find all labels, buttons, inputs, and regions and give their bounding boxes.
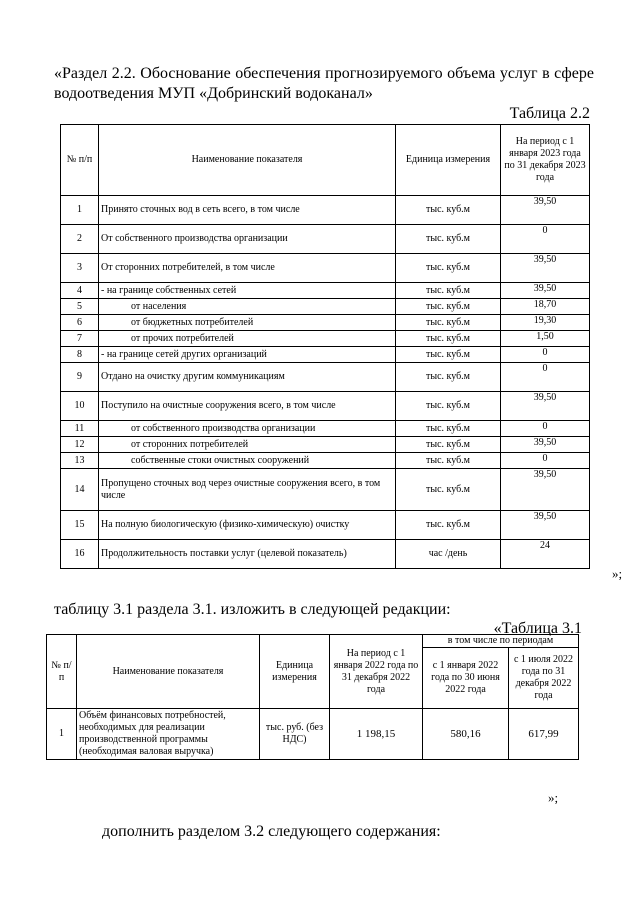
t1-row-value: 24	[501, 540, 590, 569]
t1-row-name: Пропущено сточных вод через очистные сооружения всего, в том числе	[99, 469, 396, 511]
t1-row-name: от бюджетных потребителей	[99, 315, 396, 331]
t1-header-name: Наименование показателя	[99, 125, 396, 196]
t2-row-unit: тыс. руб. (без НДС)	[260, 709, 330, 760]
t1-row-num: 3	[61, 254, 99, 283]
t1-row-num: 14	[61, 469, 99, 511]
t1-row-value: 0	[501, 363, 590, 392]
table1	[60, 124, 590, 569]
t1-row-unit: тыс. куб.м	[396, 331, 501, 347]
t1-row-num: 8	[61, 347, 99, 363]
t1-row-name: от собственного производства организации	[99, 421, 396, 437]
table1-row	[61, 511, 590, 540]
t1-row-unit: тыс. куб.м	[396, 392, 501, 421]
t1-row-unit: час /день	[396, 540, 501, 569]
table1-row	[61, 196, 590, 225]
t1-row-unit: тыс. куб.м	[396, 254, 501, 283]
t1-row-num: 9	[61, 363, 99, 392]
t1-row-num: 15	[61, 511, 99, 540]
t1-row-num: 10	[61, 392, 99, 421]
table2	[46, 634, 579, 760]
table1-row	[61, 315, 590, 331]
t1-row-value: 39,50	[501, 283, 590, 299]
t1-row-value: 0	[501, 453, 590, 469]
t2-header-group: в том числе по периодам	[423, 635, 579, 648]
t1-row-unit: тыс. куб.м	[396, 511, 501, 540]
t1-row-name: - на границе собственных сетей	[99, 283, 396, 299]
t1-row-unit: тыс. куб.м	[396, 196, 501, 225]
t1-row-value: 39,50	[501, 392, 590, 421]
table2-closing: »;	[548, 790, 559, 805]
t1-row-unit: тыс. куб.м	[396, 421, 501, 437]
table1-row	[61, 392, 590, 421]
t1-row-unit: тыс. куб.м	[396, 225, 501, 254]
t1-row-name: от населения	[99, 299, 396, 315]
t1-row-unit: тыс. куб.м	[396, 315, 501, 331]
t2-header-num: № п/п	[47, 635, 77, 709]
section-heading-line1: «Раздел 2.2. Обоснование обеспечения прогнозируемого объема услуг в сфере	[54, 65, 594, 82]
table1-row	[61, 225, 590, 254]
table1-row	[61, 437, 590, 453]
t1-row-name: Поступило на очистные сооружения всего, в том числе	[99, 392, 396, 421]
t1-row-value: 0	[501, 225, 590, 254]
t1-row-unit: тыс. куб.м	[396, 453, 501, 469]
t1-row-value: 0	[501, 421, 590, 437]
t1-row-value: 39,50	[501, 437, 590, 453]
t1-row-value: 39,50	[501, 511, 590, 540]
t1-header-num: № п/п	[61, 125, 99, 196]
t1-row-name: - на границе сетей других организаций	[99, 347, 396, 363]
t1-row-name: От собственного производства организации	[99, 225, 396, 254]
table1-row	[61, 363, 590, 392]
table1-row	[61, 453, 590, 469]
t2-row-h1: 580,16	[423, 709, 509, 760]
t1-row-num: 11	[61, 421, 99, 437]
t1-row-unit: тыс. куб.м	[396, 347, 501, 363]
t2-header-name: Наименование показателя	[77, 635, 260, 709]
table1-closing: »;	[612, 566, 623, 581]
t1-row-num: 2	[61, 225, 99, 254]
t1-row-unit: тыс. куб.м	[396, 437, 501, 453]
table1-row	[61, 254, 590, 283]
t1-row-value: 0	[501, 347, 590, 363]
table2-caption: «Таблица 3.1	[493, 620, 582, 637]
t1-row-num: 1	[61, 196, 99, 225]
t1-header-period: На период с 1 января 2023 года по 31 декабря 2023 года	[501, 125, 590, 196]
t2-row-h2: 617,99	[509, 709, 579, 760]
t1-row-value: 39,50	[501, 469, 590, 511]
table1-row	[61, 469, 590, 511]
table1-row	[61, 421, 590, 437]
t1-row-value: 1,50	[501, 331, 590, 347]
t1-row-num: 4	[61, 283, 99, 299]
t2-row-name: Объём финансовых потребностей, необходимых для реализации производственной программы (необходимая валовая выручка)	[77, 709, 260, 760]
t1-row-name: от сторонних потребителей	[99, 437, 396, 453]
t1-row-name: Отдано на очистку другим коммуникациям	[99, 363, 396, 392]
t2-row-total: 1 198,15	[330, 709, 423, 760]
t1-row-value: 18,70	[501, 299, 590, 315]
t1-header-unit: Единица измерения	[396, 125, 501, 196]
section-heading-line2: водоотведения МУП «Добринский водоканал»	[54, 85, 373, 102]
table1-row	[61, 283, 590, 299]
t1-row-unit: тыс. куб.м	[396, 299, 501, 315]
t1-row-value: 19,30	[501, 315, 590, 331]
instruction-section32: дополнить разделом 3.2 следующего содержания:	[102, 823, 441, 840]
t1-row-name: Принято сточных вод в сеть всего, в том числе	[99, 196, 396, 225]
t1-row-name: На полную биологическую (физико-химическую) очистку	[99, 511, 396, 540]
t2-header-sub1: с 1 января 2022 года по 30 июня 2022 года	[423, 648, 509, 709]
t1-row-num: 12	[61, 437, 99, 453]
t1-row-value: 39,50	[501, 196, 590, 225]
instruction-table31: таблицу 3.1 раздела 3.1. изложить в следующей редакции:	[54, 601, 451, 618]
t2-row-num: 1	[47, 709, 77, 760]
table1-row	[61, 331, 590, 347]
t1-row-value: 39,50	[501, 254, 590, 283]
t2-header-unit: Единица измерения	[260, 635, 330, 709]
table1-caption: Таблица 2.2	[509, 105, 590, 122]
t1-row-name: от прочих потребителей	[99, 331, 396, 347]
t1-row-name: От сторонних потребителей, в том числе	[99, 254, 396, 283]
t1-row-unit: тыс. куб.м	[396, 363, 501, 392]
table1-row	[61, 347, 590, 363]
table1-row	[61, 299, 590, 315]
table1-row	[61, 540, 590, 569]
t1-row-num: 6	[61, 315, 99, 331]
t1-row-num: 13	[61, 453, 99, 469]
t2-header-period: На период с 1 января 2022 года по 31 декабря 2022 года	[330, 635, 423, 709]
t1-row-num: 7	[61, 331, 99, 347]
t1-row-unit: тыс. куб.м	[396, 469, 501, 511]
t1-row-name: собственные стоки очистных сооружений	[99, 453, 396, 469]
t1-row-num: 5	[61, 299, 99, 315]
t2-header-sub2: с 1 июля 2022 года по 31 декабря 2022 года	[509, 648, 579, 709]
t1-row-unit: тыс. куб.м	[396, 283, 501, 299]
t1-row-name: Продолжительность поставки услуг (целевой показатель)	[99, 540, 396, 569]
t1-row-num: 16	[61, 540, 99, 569]
